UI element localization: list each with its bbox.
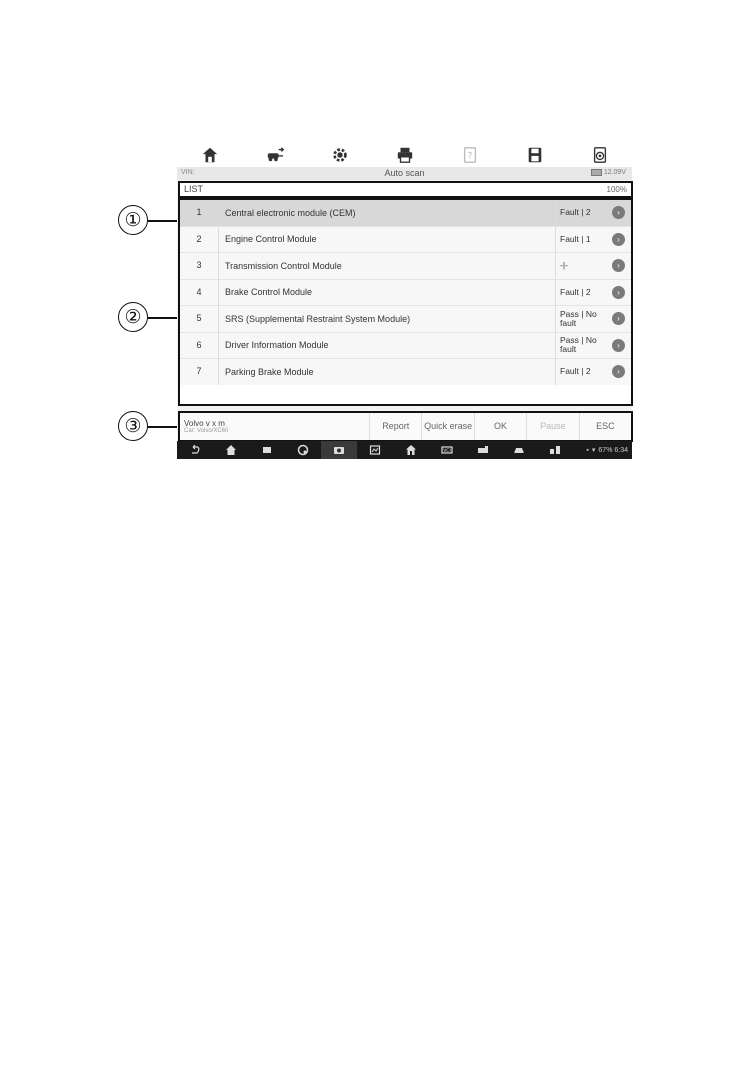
chevron-right-icon[interactable]: › — [612, 233, 625, 246]
list-progress-bar — [178, 181, 633, 198]
vin-label: VIN: — [181, 169, 195, 176]
row-number: 5 — [180, 306, 219, 332]
android-nav-bar — [177, 441, 632, 459]
pause-button[interactable]: Pause — [526, 413, 578, 440]
battery-voltage — [591, 169, 626, 176]
progress-percent: 100% — [606, 185, 627, 194]
row-number: 7 — [180, 359, 219, 385]
battery-icon — [591, 169, 602, 176]
camera-icon[interactable] — [321, 441, 357, 459]
module-name: Parking Brake Module — [225, 366, 314, 377]
printer-icon[interactable] — [394, 144, 416, 166]
vehicle-info — [180, 413, 369, 440]
module-name: Transmission Control Module — [225, 260, 342, 271]
page-title: Auto scan — [384, 168, 425, 178]
module-status: Fault | 1 — [555, 227, 608, 253]
list-label: LIST — [184, 184, 204, 194]
vci-icon[interactable] — [429, 441, 465, 459]
chevron-right-icon[interactable]: › — [612, 286, 625, 299]
row-number: 2 — [180, 227, 219, 253]
screenshot-icon[interactable] — [357, 441, 393, 459]
module-name: SRS (Supplemental Restraint System Module) — [225, 313, 411, 324]
gear-icon[interactable] — [329, 144, 351, 166]
wifi-icon: ▾ — [591, 447, 596, 454]
top-toolbar — [177, 143, 632, 167]
module-name: Driver Information Module — [225, 340, 329, 351]
svg-text:VCI: VCI — [443, 449, 451, 454]
back-icon[interactable] — [177, 441, 213, 459]
home-nav-icon[interactable] — [213, 441, 249, 459]
save-icon[interactable] — [524, 144, 546, 166]
table-row[interactable] — [180, 253, 631, 280]
chevron-right-icon[interactable]: › — [612, 312, 625, 325]
module-name: Engine Control Module — [225, 234, 317, 245]
diagnostics-icon[interactable] — [465, 441, 501, 459]
callout-1: ① — [118, 205, 148, 235]
module-status: Fault | 2 — [555, 280, 608, 306]
data-logging-icon[interactable] — [589, 144, 611, 166]
module-name: Central electronic module (CEM) — [225, 207, 356, 218]
chevron-right-icon[interactable]: › — [612, 365, 625, 378]
callout-3-leader — [148, 426, 179, 428]
module-name: Brake Control Module — [225, 287, 313, 298]
row-number: 3 — [180, 253, 219, 279]
vehicle-model: Car: Volvo/XC60 — [184, 428, 229, 434]
esc-button[interactable]: ESC — [579, 413, 631, 440]
chevron-right-icon[interactable]: › — [612, 259, 625, 272]
row-number: 1 — [180, 200, 219, 226]
table-row[interactable] — [180, 359, 631, 385]
status-text: 67% 6:34 — [598, 446, 628, 454]
table-row[interactable] — [180, 280, 631, 307]
message-icon: ▪ — [586, 446, 589, 454]
callout-2: ② — [118, 302, 148, 332]
car-icon[interactable] — [501, 441, 537, 459]
vehicle-name: Volvo v x m — [184, 419, 225, 428]
home-icon[interactable] — [199, 144, 221, 166]
module-status: -|- — [555, 253, 608, 279]
module-list — [178, 198, 633, 406]
vehicle-swap-icon[interactable] — [264, 144, 286, 166]
module-status: Fault | 2 — [555, 359, 608, 385]
svg-text:?: ? — [467, 151, 472, 162]
maxisys-home-icon[interactable] — [393, 441, 429, 459]
table-row[interactable] — [180, 200, 631, 227]
chevron-right-icon[interactable]: › — [612, 206, 625, 219]
recent-apps-icon[interactable] — [249, 441, 285, 459]
module-status: Pass | No fault — [555, 306, 608, 332]
module-status: Fault | 2 — [555, 200, 608, 226]
remote-desk-icon[interactable] — [537, 441, 573, 459]
ok-button[interactable]: OK — [474, 413, 526, 440]
tablet-screen — [177, 167, 632, 459]
row-number: 6 — [180, 333, 219, 359]
system-status — [586, 446, 632, 454]
title-bar — [177, 167, 632, 180]
quick-erase-button[interactable]: Quick erase — [421, 413, 473, 440]
report-button[interactable]: Report — [369, 413, 421, 440]
chevron-right-icon[interactable]: › — [612, 339, 625, 352]
row-number: 4 — [180, 280, 219, 306]
module-status: Pass | No fault — [555, 333, 608, 359]
help-icon — [459, 144, 481, 166]
callout-1-leader — [148, 220, 179, 222]
table-row[interactable] — [180, 333, 631, 360]
callout-3: ③ — [118, 411, 148, 441]
voltage-value: 12.09V — [603, 169, 626, 176]
callout-2-leader — [148, 317, 179, 319]
function-bar — [178, 411, 633, 442]
table-row[interactable] — [180, 306, 631, 333]
browser-icon[interactable] — [285, 441, 321, 459]
table-row[interactable] — [180, 227, 631, 254]
